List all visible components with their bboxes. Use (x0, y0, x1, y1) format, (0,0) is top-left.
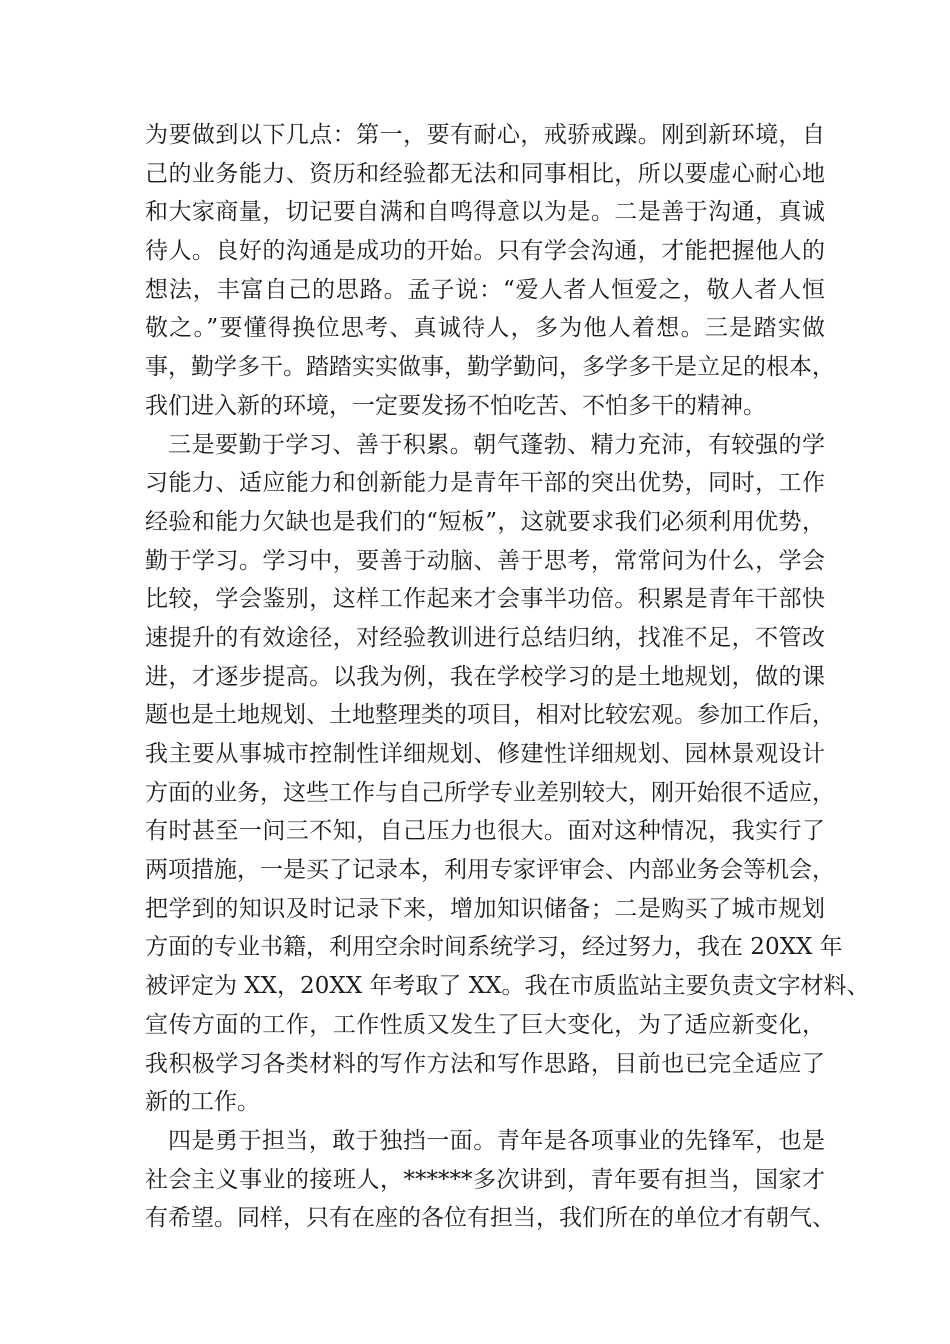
text-line: 勤于学习。学习中，要善于动脑、善于思考，常常问为什么，学会 (145, 547, 825, 574)
text-line: 方面的业务，这些工作与自己所学专业差别较大，刚开始很不适应， (145, 779, 835, 806)
text-line: 社会主义事业的接班人，******多次讲到，青年要有担当，国家才 (145, 1166, 825, 1193)
text-line: 待人。良好的沟通是成功的开始。只有学会沟通，才能把握他人的 (145, 238, 825, 265)
text-line: 我积极学习各类材料的写作方法和写作思路，目前也已完全适应了 (145, 1050, 825, 1077)
text-line: 敬之。”要懂得换位思考、真诚待人，多为他人着想。三是踏实做 (145, 315, 825, 342)
text-line: 我主要从事城市控制性详细规划、修建性详细规划、园林景观设计 (145, 741, 825, 767)
text-line: 两项措施，一是买了记录本，利用专家评审会、内部业务会等机会， (145, 857, 835, 884)
text-line: 被评定为 XX，20XX 年考取了 XX。我在市质监站主要负责文字材料、 (145, 973, 870, 1000)
text-line: 比较，学会鉴别，这样工作起来才会事半功倍。积累是青年干部快 (145, 586, 825, 613)
text-line: 己的业务能力、资历和经验都无法和同事相比，所以要虚心耐心地 (145, 160, 825, 187)
text-line: 事，勤学多干。踏踏实实做事，勤学勤问，多学多干是立足的根本， (145, 354, 835, 381)
text-line: 经验和能力欠缺也是我们的“短板”，这就要求我们必须利用优势， (145, 508, 825, 535)
text-line: 有希望。同样，只有在座的各位有担当，我们所在的单位才有朝气、 (145, 1205, 835, 1232)
document-body (145, 116, 870, 1238)
text-line: 方面的专业书籍，利用空余时间系统学习，经过努力，我在 20XX 年 (145, 934, 843, 961)
text-line: 四是勇于担当，敢于独挡一面。青年是各项事业的先锋军，也是 (168, 1127, 825, 1154)
text-line: 进，才逐步提高。以我为例，我在学校学习的是土地规划，做的课 (145, 663, 825, 690)
text-line: 三是要勤于学习、善于积累。朝气蓬勃、精力充沛，有较强的学 (168, 431, 825, 458)
text-line: 习能力、适应能力和创新能力是青年干部的突出优势，同时，工作 (145, 470, 825, 497)
text-line: 宣传方面的工作，工作性质又发生了巨大变化，为了适应新变化， (145, 1011, 825, 1038)
text-line: 速提升的有效途径，对经验教训进行总结归纳，找准不足，不管改 (145, 624, 825, 651)
text-line: 新的工作。 (145, 1089, 260, 1116)
text-line: 有时甚至一问三不知，自己压力也很大。面对这种情况，我实行了 (145, 818, 825, 845)
text-line: 题也是土地规划、土地整理类的项目，相对比较宏观。参加工作后， (145, 702, 835, 729)
text-line: 为要做到以下几点：第一，要有耐心，戒骄戒躁。刚到新环境，自 (145, 122, 825, 148)
text-line: 和大家商量，切记要自满和自鸣得意以为是。二是善于沟通，真诚 (145, 199, 825, 226)
text-line: 把学到的知识及时记录下来，增加知识储备；二是购买了城市规划 (145, 895, 825, 922)
text-line: 我们进入新的环境，一定要发扬不怕吃苦、不怕多干的精神。 (145, 392, 766, 419)
text-line: 想法，丰富自己的思路。孟子说：“爱人者人恒爱之，敬人者人恒 (145, 276, 825, 303)
